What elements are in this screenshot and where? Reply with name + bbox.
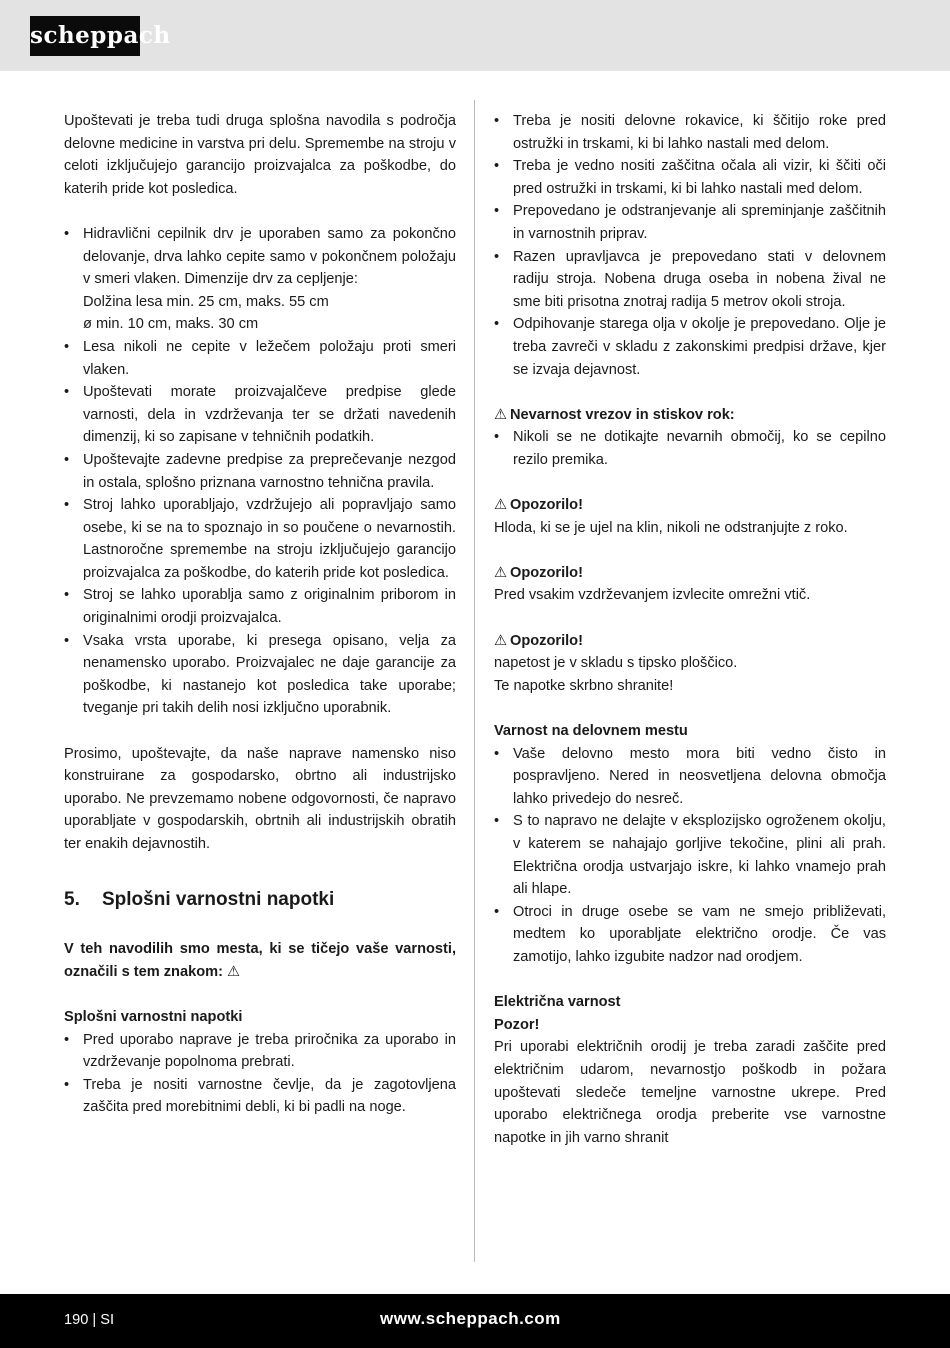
list-item: • Prepovedano je odstranjevanje ali spreminjanje zaščitnih in varnostnih priprav. <box>494 200 886 245</box>
list-item: • Pred uporabo naprave je treba priročnika za uporabo in vzdrževanje popolnoma prebrati. <box>64 1029 456 1074</box>
column-divider <box>474 100 475 1262</box>
workplace-list <box>494 743 886 969</box>
list-item: • Odpihovanje starega olja v okolje je prepovedano. Olje je treba zavreči v skladu z zakonskimi predpisi države, kjer se izvaja dejavnost. <box>494 313 886 381</box>
warning-icon: ⚠ <box>227 963 241 980</box>
cut-hazard-heading: ⚠ Nevarnost vrezov in stiskov rok: <box>494 404 886 427</box>
attention-label: Pozor! <box>494 1016 540 1033</box>
list-item: • Vsaka vrsta uporabe, ki presega opisano, velja za nenamensko uporabo. Proizvajalec ne daje garancije za poškodbe, ki nastanejo kot posledica take uporabe; tveganje pri takih delih nosi izključno uporabnik. <box>64 630 456 720</box>
cut-hazard-list <box>494 426 886 471</box>
warning-icon: ⚠ <box>494 564 508 581</box>
list-item: • Treba je vedno nositi zaščitna očala ali vizir, ki ščiti oči pred ostružki in trskami, ki bi lahko nastali med delom. <box>494 155 886 200</box>
section-heading <box>64 888 456 912</box>
warning-icon: ⚠ <box>494 406 508 423</box>
list-item: • Otroci in druge osebe se vam ne smejo približevati, medtem ko uporabljate električno orodje. Če vas zamotijo, lahko izgubite nadzor nad orodjem. <box>494 901 886 969</box>
list-item: • Upoštevati morate proizvajalčeve predpise glede varnosti, dela in vzdrževanja ter se držati navedenih dimenzij, ki so zapisane v tehničnih podatkih. <box>64 381 456 449</box>
list-item: • Lesa nikoli ne cepite v ležečem položaju proti smeri vlaken. <box>64 336 456 381</box>
workplace-heading: Varnost na delovnem mestu <box>494 723 688 740</box>
warning-text-2: Pred vsakim vzdrževanjem izvlecite omrežni vtič. <box>494 587 811 604</box>
warning-icon: ⚠ <box>494 632 508 649</box>
list-item: • Treba je nositi delovne rokavice, ki ščitijo roke pred ostružki in trskami, ki bi lahko nastali med delom. <box>494 110 886 155</box>
protection-list <box>494 110 886 381</box>
general-list <box>64 1029 456 1119</box>
list-item: • Stroj lahko uporabljajo, vzdržujejo ali popravljajo samo osebe, ki se na to spoznajo in so poučene o nevarnostih. Lastnoročne spremembe na stroju izključujejo garancijo proizvajalca za poškodbe, do katerih pride kot posledica. <box>64 494 456 584</box>
electric-heading: Električna varnost <box>494 994 621 1011</box>
usage-list <box>64 223 456 291</box>
marked-text: V teh navodilih smo mesta, ki se tičejo vaše varnosti, označili s tem znakom: ⚠ <box>64 941 456 980</box>
section-number: 5. <box>64 889 80 911</box>
warning-text-3b: Te napotke skrbno shranite! <box>494 677 674 694</box>
list-item: • Stroj se lahko uporablja samo z originalnim priborom in originalnimi orodji proizvajalca. <box>64 584 456 629</box>
warning-text-1: Hloda, ki se je ujel na klin, nikoli ne odstranjujte z roko. <box>494 519 848 536</box>
general-heading: Splošni varnostni napotki <box>64 1008 243 1025</box>
page-footer <box>0 1294 950 1348</box>
list-item: • Upoštevajte zadevne predpise za preprečevanje nezgod in ostala, splošno priznana varnostno tehnična pravila. <box>64 449 456 494</box>
website-link[interactable]: www.scheppach.com <box>380 1309 561 1328</box>
commercial-use-note: Prosimo, upoštevajte, da naše naprave namensko niso konstruirane za gospodarsko, obrtno ali industrijsko uporabo. Ne prevzemamo nobene odgovornosti, če napravo uporabljate v gospodarskih, obrtnih ali industrijskih obratih ter enakih dejavnostih. <box>64 745 456 852</box>
list-item: • Hidravlični cepilnik drv je uporaben samo za pokončno delovanje, drva lahko cepite samo v pokončnem položaju v smeri vlaken. Dimenzije drv za cepljenje: <box>64 223 456 291</box>
list-item: • Vaše delovno mesto mora biti vedno čisto in pospravljeno. Nered in neosvetljena delovna območja lahko privedejo do nesreč. <box>494 743 886 811</box>
page-number: 190 | SI <box>64 1312 115 1328</box>
right-column <box>494 110 886 1149</box>
warning-heading-1: ⚠ Opozorilo! <box>494 494 886 517</box>
left-column <box>64 110 456 1119</box>
warning-heading-3: ⚠ Opozorilo! <box>494 630 886 653</box>
warning-heading-2: ⚠ Opozorilo! <box>494 562 886 585</box>
list-item: • Treba je nositi varnostne čevlje, da je zagotovljena zaščita pred morebitnimi debli, ki bi padli na noge. <box>64 1074 456 1119</box>
scheppach-logo: scheppach <box>30 16 140 56</box>
wood-diameter: ø min. 10 cm, maks. 30 cm <box>83 316 259 333</box>
electric-text: Pri uporabi električnih orodij je treba zaradi zaščite pred električnim udarom, nevarnostjo poškodb in požara upoštevati sledeče temeljne varnostne ukrepe. Pred uporabo električnega orodja preberite vse varnostne napotke in jih varno shranit <box>494 1039 886 1146</box>
list-item: • Razen upravljavca je prepovedano stati v delovnem radiju stroja. Nobena druga oseba in nobena žival ne sme biti prisotna znotraj radija 5 metrov okoli stroja. <box>494 246 886 314</box>
wood-length: Dolžina lesa min. 25 cm, maks. 55 cm <box>83 293 329 310</box>
list-item: • S to napravo ne delajte v eksplozijsko ogroženem okolju, v katerem se nahajajo gorljive tekočine, plini ali prah. Električna orodja ustvarjajo iskre, ki lahko vnamejo prah ali hlape. <box>494 810 886 900</box>
rules-list <box>64 336 456 720</box>
section-title: Splošni varnostni napotki <box>102 889 335 911</box>
intro-paragraph: Upoštevati je treba tudi druga splošna navodila s področja delovne medicine in varstva pri delu. Spremembe na stroju v celoti izključujejo garancijo proizvajalca za poškodbe, do katerih pride kot posledica. <box>64 113 456 197</box>
list-item: • Nikoli se ne dotikajte nevarnih območij, ko se cepilno rezilo premika. <box>494 426 886 471</box>
warning-icon: ⚠ <box>494 497 508 514</box>
warning-text-3a: napetost je v skladu s tipsko ploščico. <box>494 655 738 672</box>
page-header <box>0 0 950 71</box>
